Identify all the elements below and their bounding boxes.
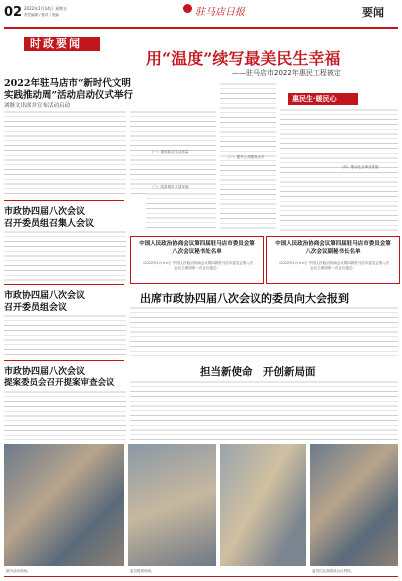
- lead-body-col3: [280, 108, 398, 232]
- section-label: 要闻: [362, 6, 384, 19]
- caption-3: 委员们认真阅读会议材料。: [312, 569, 354, 573]
- photo-activity: [4, 444, 124, 566]
- story1-subtitle: 刘继文出席并宣布活动启动: [4, 103, 71, 109]
- story2-title-2: 召开委员组召集人会议: [4, 219, 95, 229]
- story3-body: [4, 314, 126, 358]
- bottom-headline: 担当新使命 开创新局面: [200, 366, 316, 378]
- story3-title-2: 召开委员组会议: [4, 303, 68, 313]
- column-banner: [24, 37, 100, 51]
- story4-rule: [4, 360, 124, 361]
- story4-body: [4, 390, 126, 440]
- footer-rule: [4, 576, 398, 577]
- story2-body: [4, 230, 126, 282]
- masthead-rule: [4, 27, 398, 29]
- date-line: 2022年1月14日 星期五: [24, 6, 68, 11]
- subhead-b: （二）提升公共服务水平: [226, 155, 265, 159]
- section-tab: [358, 4, 398, 18]
- notice2-title: 中国人民政治协商会议第四届驻马店市委员会第八次会议副秘书长名单: [275, 241, 391, 255]
- story1-body: [4, 110, 126, 198]
- story1-title-2: 实践推动周”活动启动仪式举行: [4, 90, 133, 101]
- subhead-a: （一）提高群众生活质量: [150, 150, 189, 154]
- story3-title-1: 市政协四届八次会议: [4, 291, 86, 301]
- notice1-body: （2022年1月××日 中国人民政治协商会议第四届驻马店市委员会第八次会议主席团第一次会议通过）: [140, 261, 254, 270]
- story4-title-1: 市政协四届八次会议: [4, 367, 86, 377]
- story3-rule: [4, 284, 124, 285]
- lead-body-col1: [146, 110, 216, 180]
- caption-2: 委员报到现场。: [130, 569, 155, 573]
- lead-body-col1b: [146, 192, 216, 232]
- notice2-body: （2022年1月××日 中国人民政治协商会议第四届驻马店市委员会第八次会议主席团第一次会议通过）: [276, 261, 390, 270]
- photo-registration-1: [128, 444, 216, 566]
- caption-1: 图为活动现场。: [6, 569, 31, 573]
- story2-rule: [4, 200, 124, 201]
- photo-reading: [310, 444, 398, 566]
- notice1-box: [130, 236, 264, 284]
- band-headline: 出席市政协四届八次会议的委员向大会报到: [140, 292, 349, 305]
- notice1-title: 中国人民政治协商会议第四届驻马店市委员会第八次会议秘书处名单: [139, 241, 255, 255]
- band-body: [130, 306, 398, 356]
- paper-emblem-icon: [183, 4, 192, 13]
- story1-title-1: 2022年驻马店市“新时代文明: [4, 78, 131, 89]
- badge: [288, 93, 358, 105]
- lead-title: 用“温度”续写最美民生幸福: [146, 49, 341, 68]
- badge-label: 惠民生·暖民心: [292, 95, 337, 103]
- masthead: [0, 0, 402, 34]
- subhead-c: （三）改善城乡人居环境: [150, 185, 189, 189]
- notice2-box: [266, 236, 400, 284]
- editor-line: 责任编辑 / 校对 / 美编: [24, 13, 59, 17]
- column-banner-label: 时政要闻: [30, 37, 82, 50]
- photo-registration-2: [220, 444, 306, 566]
- lead-subtitle: ——驻马店市2022年惠民工程被定: [232, 69, 341, 77]
- subhead-d: （四）推动社会事业发展: [340, 165, 379, 169]
- bottom-body: [130, 380, 398, 440]
- paper-name-logo: 驻马店日报: [195, 7, 245, 18]
- story4-title-2: 提案委员会召开提案审查会议: [4, 378, 115, 388]
- page-number: 02: [4, 5, 23, 20]
- story2-title-1: 市政协四届八次会议: [4, 207, 86, 217]
